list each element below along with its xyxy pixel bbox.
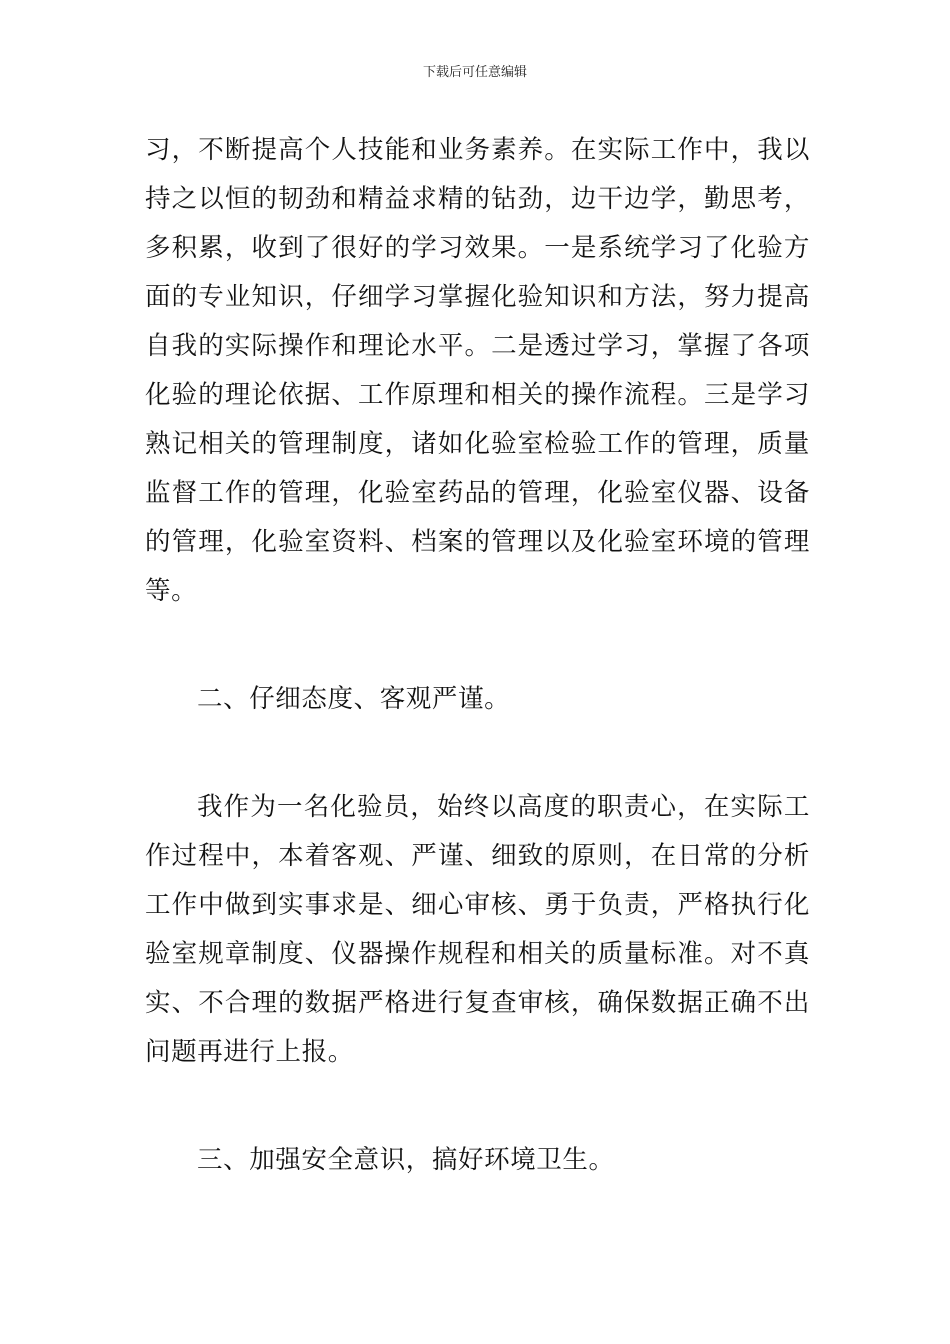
paragraph-attitude: 我作为一名化验员，始终以高度的职责心，在实际工作过程中，本着客观、严谨、细致的原则，在日常的分析工作中做到实事求是、细心审核、勇于负责，严格执行化验室规章制度、仪器操作规程和相关的质量标准。对不真实、不合理的数据严格进行复查审核，确保数据正确不出问题再进行上报。 [145, 792, 810, 1067]
section-heading-three: 三、加强安全意识，搞好环境卫生。 [197, 1145, 615, 1175]
paragraph-study-continued: 习，不断提高个人技能和业务素养。在实际工作中，我以持之以恒的韧劲和精益求精的钻劲，边干边学，勤思考，多积累，收到了很好的学习效果。一是系统学习了化验方面的专业知识，仔细学习掌握化验知识和方法，努力提高自我的实际操作和理论水平。二是透过学习，掌握了各项化验的理论依据、工作原理和相关的操作流程。三是学习熟记相关的管理制度，诸如化验室检验工作的管理，质量监督工作的管理，化验室药品的管理，化验室仪器、设备的管理，化验室资料、档案的管理以及化验室环境的管理等。 [145, 135, 810, 606]
document-body [145, 126, 810, 1185]
section-heading-two: 二、仔细态度、客观严谨。 [197, 684, 511, 714]
page-header-note: 下载后可任意编辑 [422, 65, 527, 80]
